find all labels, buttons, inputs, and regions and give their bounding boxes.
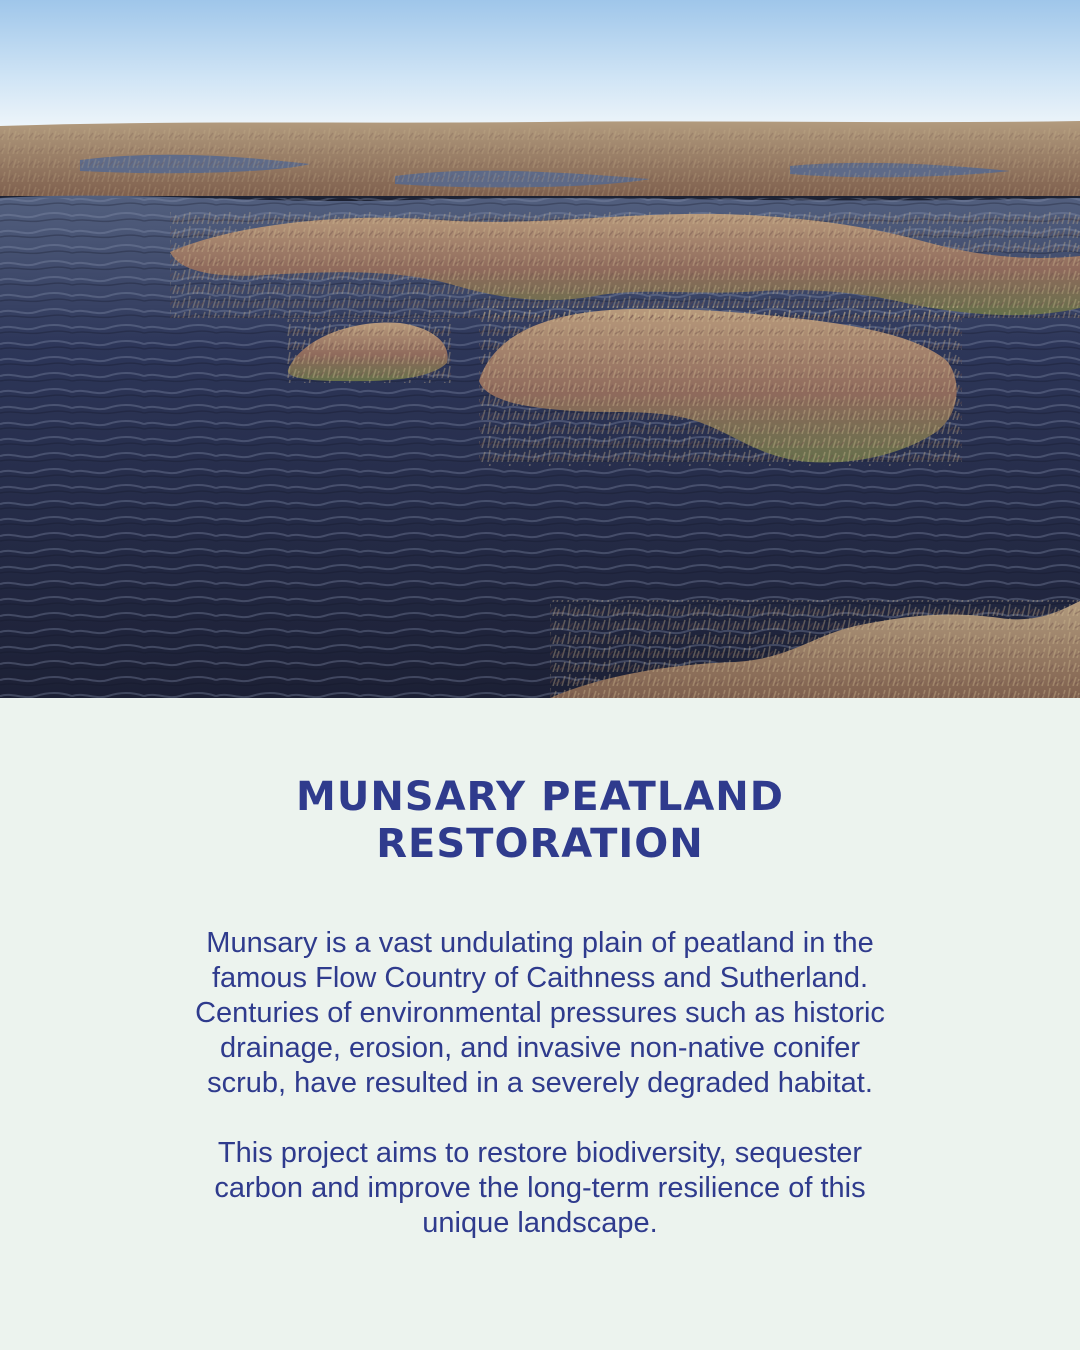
- heather-texture-small-island: [286, 319, 451, 383]
- paragraph-line: This project aims to restore biodiversity, sequester: [217, 1137, 863, 1169]
- project-aims-paragraph: [100, 1136, 980, 1241]
- paragraph-line: unique landscape.: [422, 1207, 658, 1239]
- paragraph-line: Munsary is a vast undulating plain of peatland in the: [206, 927, 874, 959]
- heather-texture-far: [0, 126, 1080, 196]
- page-title: [140, 774, 940, 868]
- paragraph-line: drainage, erosion, and invasive non-native conifer: [219, 1032, 860, 1064]
- sky: [0, 0, 1080, 128]
- paragraph-line: Centuries of environmental pressures such as historic: [195, 997, 885, 1029]
- intro-paragraph: [100, 926, 980, 1101]
- paragraph-line: famous Flow Country of Caithness and Sutherland.: [211, 962, 869, 994]
- heather-texture-large-island: [479, 306, 962, 466]
- title-line-1: MUNSARY PEATLAND: [296, 774, 784, 820]
- paragraph-line: scrub, have resulted in a severely degraded habitat.: [207, 1067, 873, 1099]
- text-panel: [0, 698, 1080, 1350]
- title-line-2: RESTORATION: [376, 821, 704, 867]
- heather-texture-foreground: [550, 600, 1080, 698]
- heather-texture-band: [170, 210, 1080, 318]
- paragraph-line: carbon and improve the long-term resilience of this: [214, 1172, 866, 1204]
